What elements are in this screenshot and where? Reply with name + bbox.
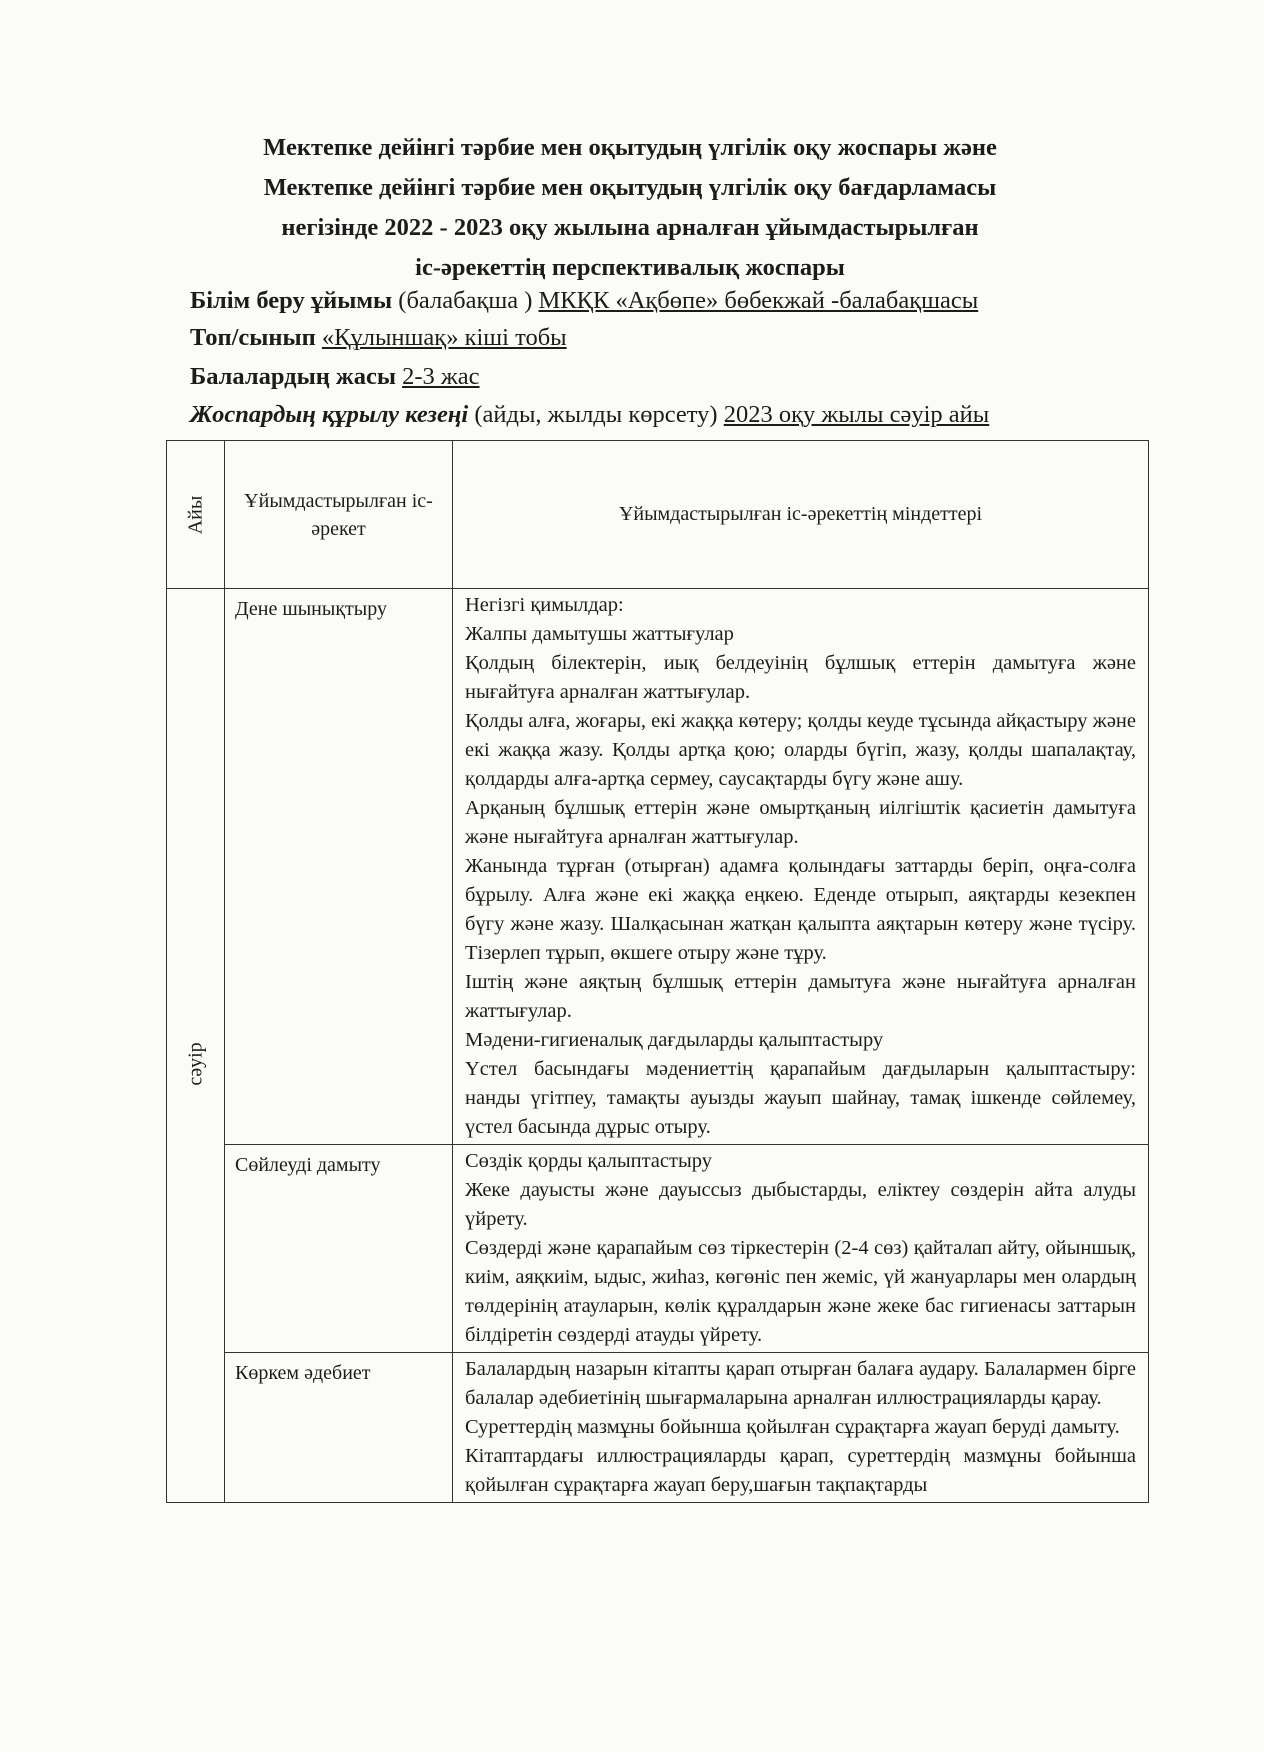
header-month xyxy=(167,441,225,589)
task-line: Жанында тұрған (отырған) адамға қолындағы заттарды беріп, оңға-солға бұрылу. Алға және екі жаққа еңкею. Еденде отырып, аяқтарды кезекпен бүгу және жазу. Шалқасынан жатқан қалыпта аяқтарын көтеру және түсіру. Тізерлеп тұрып, өкшеге отыру және тұру. xyxy=(465,855,1136,964)
period-value: 2023 оқу жылы сәуір айы xyxy=(723,401,990,428)
tasks-cell xyxy=(453,1353,1149,1503)
title-line-4: іс-әрекеттің перспективалық жоспары xyxy=(415,254,845,281)
task-line: Мәдени-гигиеналық дағдыларды қалыптастыру xyxy=(465,1029,884,1051)
table-header-row xyxy=(167,441,1149,589)
meta-age xyxy=(190,360,480,394)
title-line-2: Мектепке дейінгі тәрбие мен оқытудың үлгілік оқу бағдарламасы xyxy=(263,174,997,201)
task-line: Арқаның бұлшық еттерін және омыртқаның иілгіштік қасиетін дамытуға және нығайтуға арналған жаттығулар. xyxy=(465,797,1136,848)
task-line: Кітаптардағы иллюстрацияларды қарап, суреттердің мазмұны бойынша қойылған сұрақтарға жауап беру,шағын тақпақтарды xyxy=(465,1445,1136,1496)
group-label: Топ/сынып xyxy=(190,324,316,351)
org-hint: (балабақша ) xyxy=(398,287,533,314)
org-value: МКҚК «Ақбөпе» бөбекжай -балабақшасы xyxy=(538,287,979,314)
document-title xyxy=(180,128,1080,288)
task-line: Сөздік қорды қалыптастыру xyxy=(465,1150,712,1172)
header-activity: Ұйымдастырылған іс-әрекет xyxy=(225,441,453,589)
activity-cell: Дене шынықтыру xyxy=(225,589,453,1145)
table-row xyxy=(167,1145,1149,1353)
task-line: Жалпы дамытушы жаттығулар xyxy=(465,623,734,645)
header-tasks: Ұйымдастырылған іс-әрекеттің міндеттері xyxy=(453,441,1149,589)
age-value: 2-3 жас xyxy=(402,363,480,390)
month-label: сәуір xyxy=(184,1042,206,1086)
activity-cell: Көркем әдебиет xyxy=(225,1353,453,1503)
group-value: «Құлыншақ» кіші тобы xyxy=(321,324,567,351)
table-row xyxy=(167,589,1149,1145)
task-line: Қолды алға, жоғары, екі жаққа көтеру; қолды кеуде тұсында айқастыру және екі жаққа жазу. Қолды артқа қою; оларды бүгіп, жазу, қолды шапалақтау, қолдарды алға-артқа сермеу, саусақтарды бүгу және ашу. xyxy=(465,710,1136,790)
meta-group xyxy=(190,321,567,355)
title-line-3: негізінде 2022 - 2023 оқу жылына арналған ұйымдастырылған xyxy=(281,214,979,241)
task-line: Негізгі қимылдар: xyxy=(465,594,624,616)
table-row xyxy=(167,1353,1149,1503)
task-line: Сөздерді және қарапайым сөз тіркестерін (2-4 сөз) қайталап айту, ойыншық, киім, аяқкиім, ыдыс, жиһаз, көгөніс пен жеміс, үй жануарлары мен олардың төлдерінің атауларын, көлік құралдарын және жеке бас гигиенасы заттарын білдіретін сөздерді атауды үйрету. xyxy=(465,1237,1136,1346)
tasks-cell xyxy=(453,589,1149,1145)
age-label: Балалардың жасы xyxy=(190,363,396,390)
title-line-1: Мектепке дейінгі тәрбие мен оқытудың үлгілік оқу жоспары және xyxy=(263,134,997,161)
period-hint: (айды, жылды көрсету) xyxy=(474,401,718,428)
period-label: Жоспардың құрылу кезеңі xyxy=(190,401,469,428)
task-line: Қолдың білектерін, иық белдеуінің бұлшық еттерін дамытуға және нығайтуға арналған жаттығулар. xyxy=(465,652,1136,703)
meta-period xyxy=(190,398,989,432)
header-month-label: Айы xyxy=(184,495,206,534)
meta-organization xyxy=(190,284,978,318)
task-line: Үстел басындағы мәдениеттің қарапайым дағдыларын қалыптастыру: нанды үгітпеу, тамақты ауызды жауып шайнау, тамақ ішкенде сөйлемеу, үстел басында дұрыс отыру. xyxy=(465,1058,1136,1138)
tasks-cell xyxy=(453,1145,1149,1353)
activity-cell: Сөйлеуді дамыту xyxy=(225,1145,453,1353)
task-line: Суреттердің мазмұны бойынша қойылған сұрақтарға жауап беруді дамыту. xyxy=(465,1416,1120,1438)
month-cell xyxy=(167,589,225,1503)
plan-table xyxy=(166,440,1149,1503)
task-line: Балалардың назарын кітапты қарап отырған балаға аудару. Балалармен бірге балалар әдебиетінің шығармаларына арналған иллюстрацияларды қарау. xyxy=(465,1358,1136,1409)
org-label: Білім беру ұйымы xyxy=(190,287,393,314)
task-line: Жеке дауысты және дауыссыз дыбыстарды, еліктеу сөздерін айта алуды үйрету. xyxy=(465,1179,1136,1230)
task-line: Іштің және аяқтың бұлшық еттерін дамытуға және нығайтуға арналған жаттығулар. xyxy=(465,971,1136,1022)
